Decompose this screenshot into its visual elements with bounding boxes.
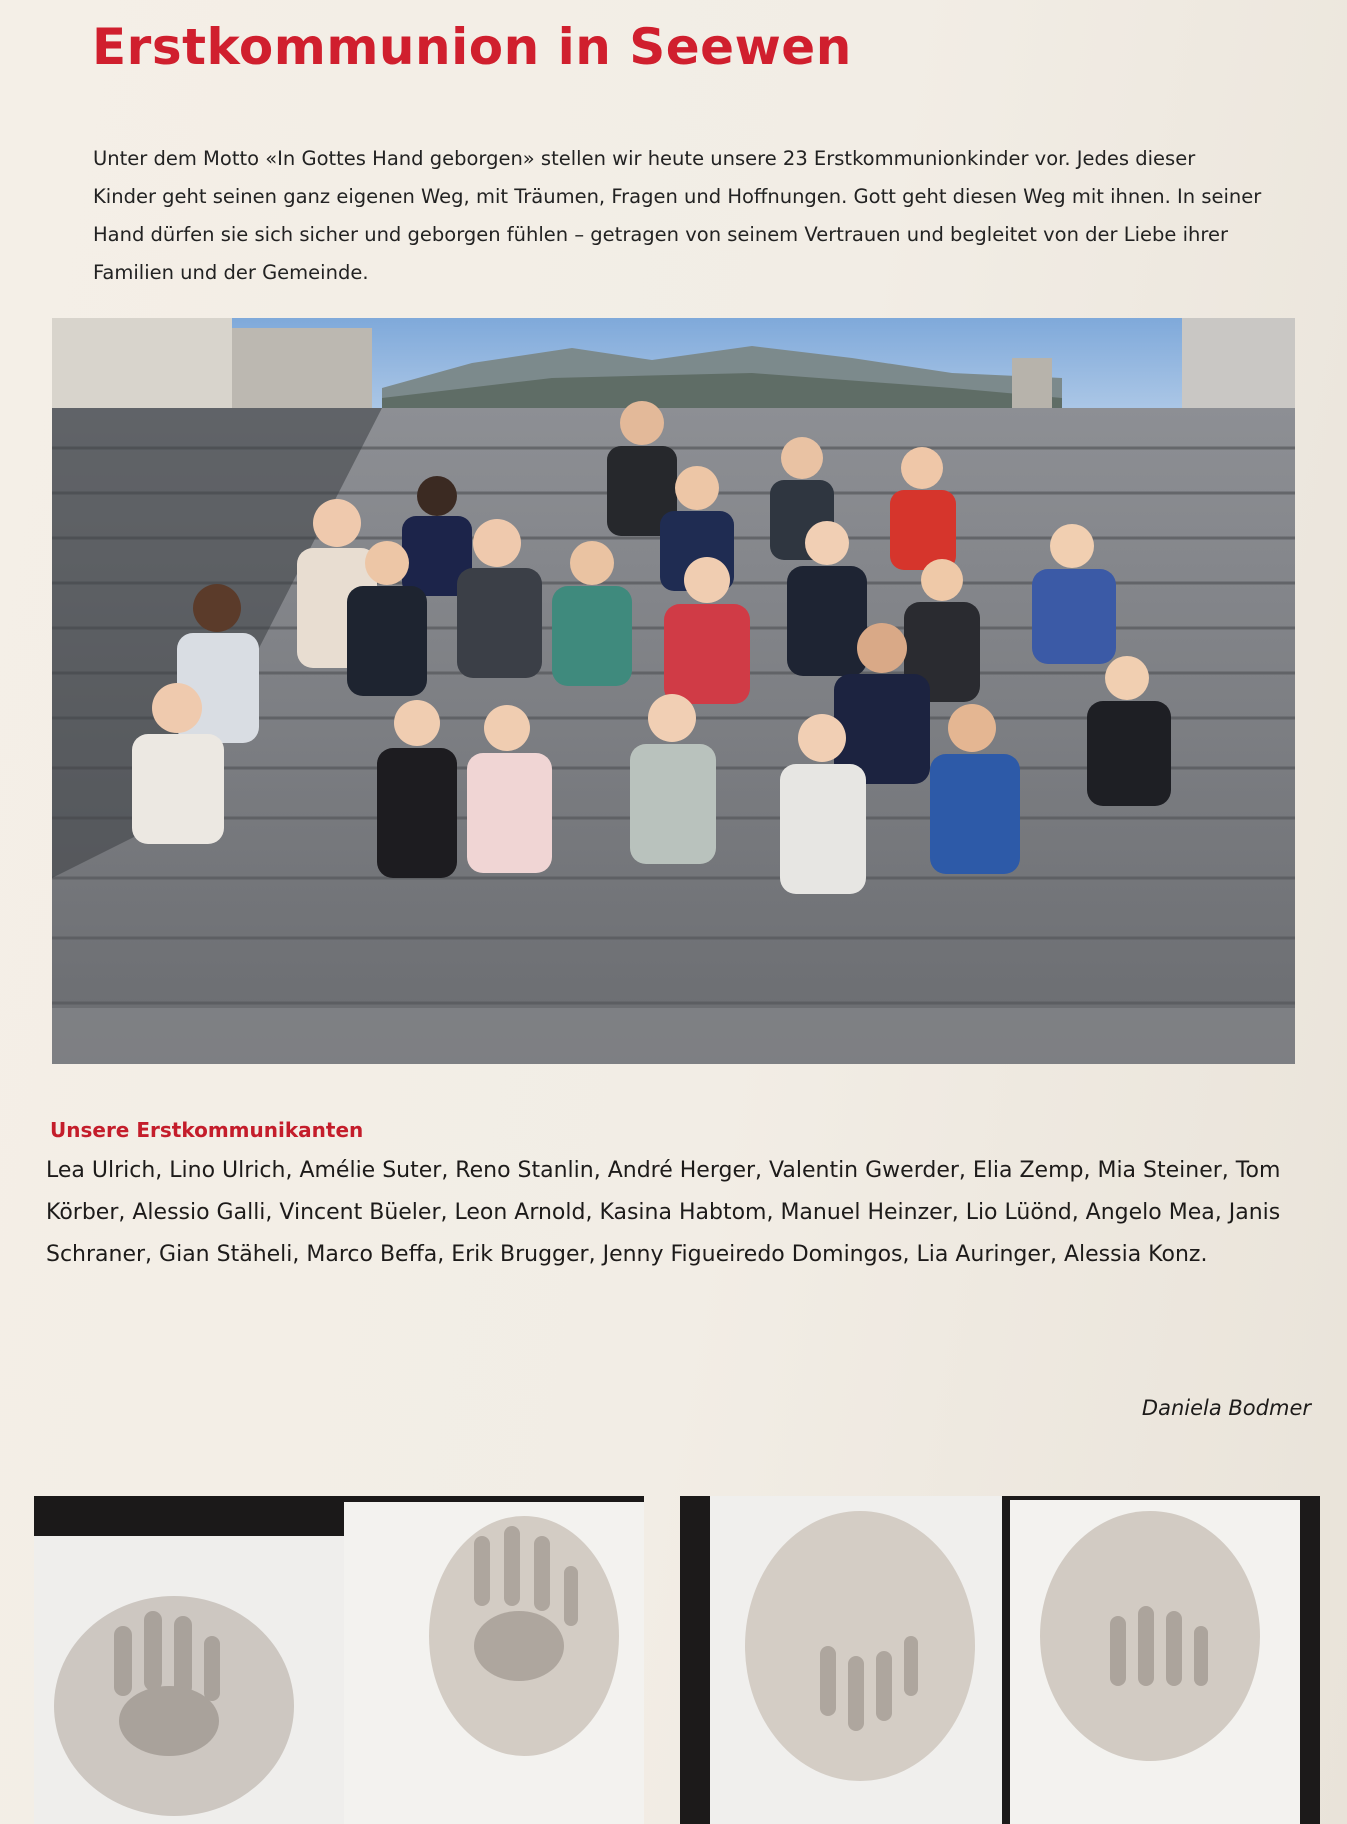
author-signature: Daniela Bodmer xyxy=(1141,1396,1311,1420)
handprint-illustration-right xyxy=(680,1496,1320,1824)
article-intro: Unter dem Motto «In Gottes Hand geborgen» stellen wir heute unsere 23 Erstkommunionkinder vor. Jedes dieser Kinder geht seinen ganz eigenen Weg, mit Träumen, Fragen und Hoffnungen. Gott geht diesen Weg mit ihnen. In seiner Hand dürfen sie sich sicher und geborgen fühlen – getragen von seinem Vertrauen und begleitet von der Liebe ihrer Familien und der Gemeinde. xyxy=(93,147,1262,284)
handprint-illustration-left xyxy=(34,1496,644,1824)
names-list: Lea Ulrich, Lino Ulrich, Amélie Suter, Reno Stanlin, André Herger, Valentin Gwerder, Elia Zemp, Mia Steiner, Tom Körber, Alessio Galli, Vincent Büeler, Leon Arnold, Kasina Habtom, Manuel Heinzer, Lio Lüönd, Angelo Mea, Janis Schraner, Gian Stäheli, Marco Beffa, Erik Brugger, Jenny Figueiredo Domingos, Lia Auringer, Alessia Konz. xyxy=(46,1158,1281,1267)
article-title: Erstkommunion in Seewen xyxy=(92,18,852,76)
handprint-photo-right xyxy=(680,1496,1320,1824)
names-heading: Unsere Erstkommunikanten xyxy=(50,1118,364,1142)
group-photo-illustration xyxy=(52,318,1295,1064)
handprint-photo-left xyxy=(34,1496,644,1824)
group-photo xyxy=(52,318,1295,1064)
